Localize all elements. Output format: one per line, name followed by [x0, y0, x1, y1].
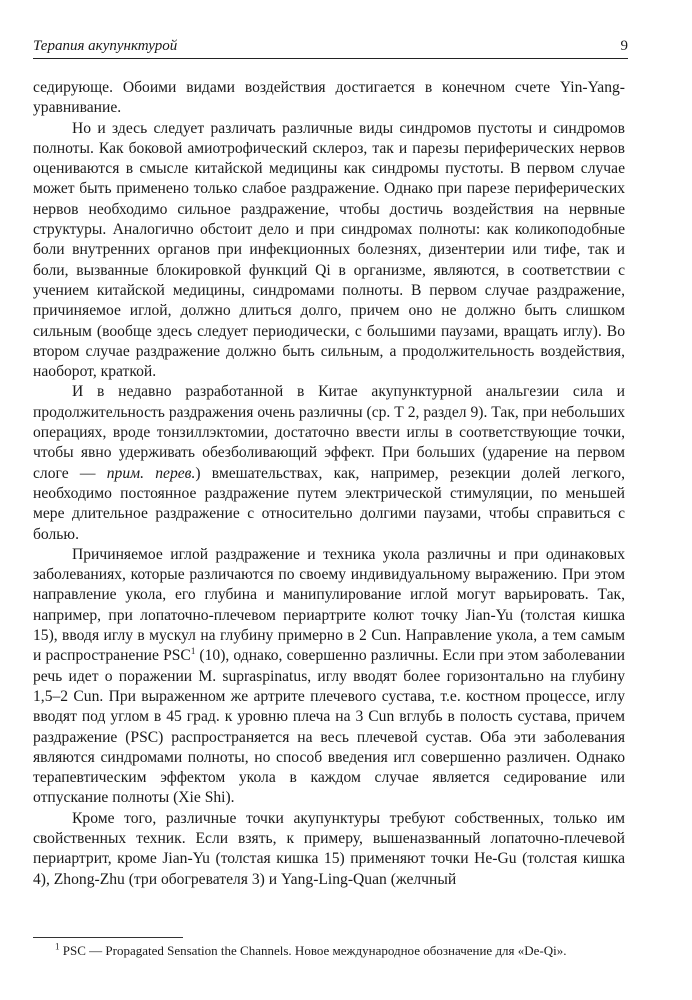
paragraph-3-part-b: ) вмешательствах, как, например, резекции долей легкого, необходимо постоянное раздражение путем электрической стимуляции, по меньшей мере длительное раздражение с относительно долгими паузами, чтобы справиться с болью.: [33, 464, 625, 543]
paragraph-3: [33, 382, 625, 544]
translator-note: прим. перев.: [106, 464, 196, 482]
paragraph-4-part-b: (10), однако, совершенно различны. Если при этом заболевании речь идет о поражении M. supraspinatus, иглу вводят более горизонтально на глубину 1,5–2 Cun. При выраженном же артрите плечевого сустава, т.е. костном процессе, иглу вводят под углом в 45 град. к уровню плеча на 3 Cun вглубь в полость сустава, причем раздражение (PSC) распространяется на весь плечевой сустав. Оба эти заболевания являются синдромами полноты, но способ введения игл совершенно различен. Однако терапевтическим эффектом укола в каждом случае является седирование или отпускание полноты (Xie Shi).: [33, 647, 625, 807]
footnote-marker: 1: [55, 941, 60, 952]
paragraph-4-part-a: Причиняемое иглой раздражение и техника укола различны и при одинаковых заболеваниях, которые различаются по своему индивидуальному выражению. При этом направление укола, его глубина и манипулирование иглой могут варьировать. Так, например, при лопаточно-плечевом периартрите колют точку Jian-Yu (толстая кишка 15), вводя иглу в мускул на глубину примерно в 2 Cun. Направление укола, а тем самым и распространение PSC: [33, 545, 625, 665]
paragraph-3-part-a: И в недавно разработанной в Китае акупунктурной анальгезии сила и продолжительность раздражения очень различны (ср. Т 2, раздел 9). Так, при небольших операциях, вроде тонзиллэктомии, достаточно ввести иглы в соответствующие точки, чтобы явно удерживать обезболивающий эффект. При больших (ударение на первом слоге —: [33, 383, 625, 482]
paragraph-4: [33, 545, 625, 809]
paragraph-2: Но и здесь следует различать различные виды синдромов пустоты и синдромов полноты. Как боковой амиотрофический склероз, так и парезы периферических нервов оцениваются в смысле китайской медицины как синдромы пустоты. В первом случае может быть применено только слабое раздражение. Однако при парезе периферических нервов необходимо сильное раздражение, чтобы достичь воздействия на нервные структуры. Аналогично обстоит дело и при синдромах полноты: как коликоподобные боли внутренних органов при инфекционных болезнях, дизентерии или тифе, так и боли, вызванные блокировкой функций Qi в организме, являются, в соответствии с учением китайской медицины, синдромами полноты. В первом случае раздражение, причиняемое иглой, должно длиться долго, причем оно не должно быть слишком сильным (вообще здесь следует периодически, с большими паузами, вращать иглу). Во втором случае раздражение должно быть сильным, а продолжительность воздействия, наоборот, краткой.: [33, 119, 625, 381]
footnote-text: PSC — Propagated Sensation the Channels. Новое международное обозначение для «De-Qi».: [62, 943, 567, 958]
paragraph-5: Кроме того, различные точки акупунктуры требуют собственных, только им свойственных техник. Если взять, к примеру, вышеназванный лопаточно-плечевой периартрит, кроме Jian-Yu (толстая кишка 15) применяют точки He-Gu (толстая кишка 4), Zhong-Zhu (три обогревателя 3) и Yang-Ling-Quan (желчный: [33, 809, 625, 888]
main-text: [33, 78, 625, 890]
paragraph-1: седирующе. Обоими видами воздействия достигается в конечном счете Yin-Yang-уравнивание.: [33, 79, 625, 117]
running-header: [33, 36, 628, 59]
running-title: Терапия акупунктурой: [33, 38, 178, 54]
footnote-divider: [33, 937, 183, 938]
footnote: [33, 942, 625, 960]
page-number: 9: [620, 38, 628, 54]
footnote-reference[interactable]: 1: [190, 646, 196, 657]
